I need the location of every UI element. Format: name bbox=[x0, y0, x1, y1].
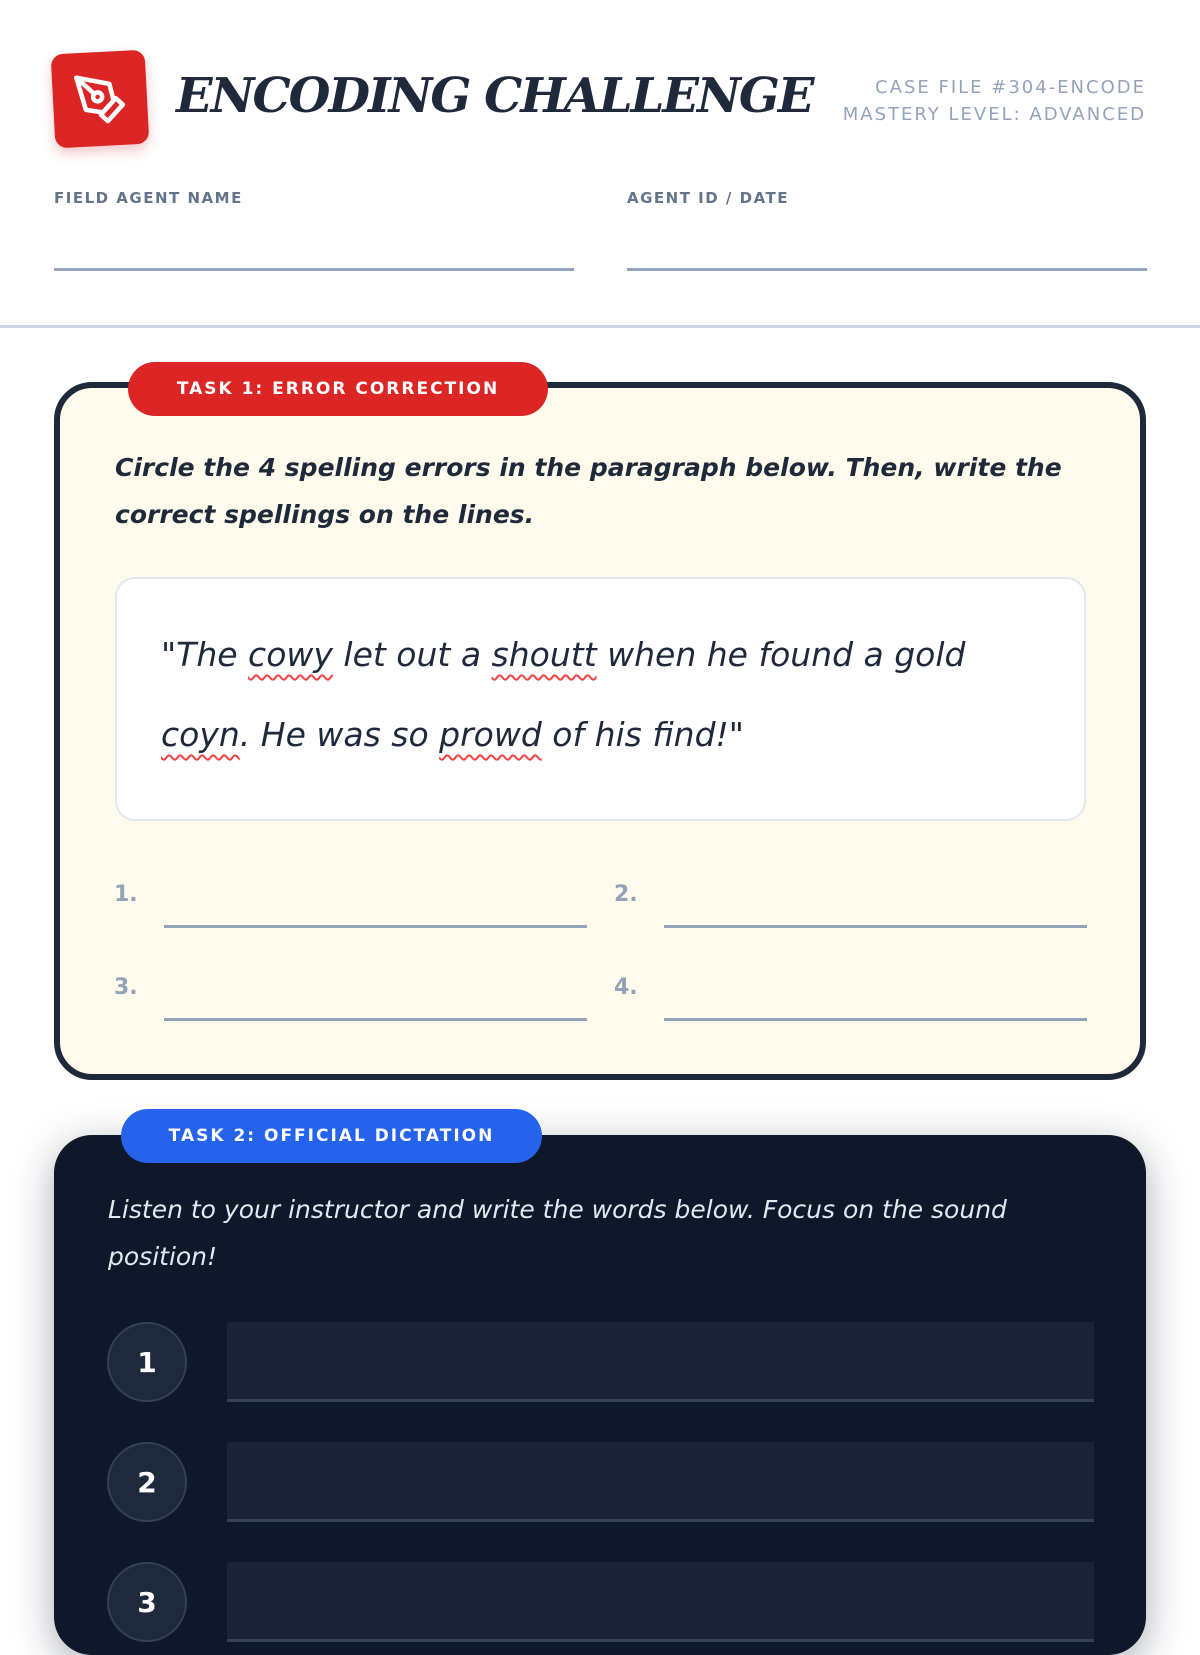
answer-number: 2. bbox=[614, 882, 638, 907]
error-paragraph bbox=[161, 615, 1051, 775]
answer-line-4[interactable] bbox=[664, 1018, 1087, 1021]
answer-number: 3. bbox=[114, 975, 138, 1000]
dictation-number: 2 bbox=[107, 1442, 187, 1522]
agent-id-date-label: AGENT ID / DATE bbox=[627, 189, 790, 207]
answer-line-2[interactable] bbox=[664, 925, 1087, 928]
paragraph-text: let out a bbox=[332, 635, 492, 674]
field-agent-name-line[interactable] bbox=[54, 268, 574, 271]
spelling-error-word[interactable]: coyn bbox=[161, 715, 240, 754]
paragraph-text: of his find!" bbox=[541, 715, 744, 754]
agent-id-date-line[interactable] bbox=[627, 268, 1147, 271]
field-agent-name-label: FIELD AGENT NAME bbox=[54, 189, 243, 207]
logo-badge bbox=[51, 50, 150, 149]
task1-instructions: Circle the 4 spelling errors in the paragraph below. Then, write the correct spellings on the lines. bbox=[115, 453, 1062, 529]
answer-number: 1. bbox=[114, 882, 138, 907]
answer-line-1[interactable] bbox=[164, 925, 587, 928]
dictation-input-1[interactable] bbox=[227, 1322, 1094, 1402]
paragraph-text: "The bbox=[161, 635, 249, 674]
paragraph-text: when he found a gold bbox=[596, 635, 966, 674]
dictation-number: 3 bbox=[107, 1562, 187, 1642]
spelling-error-word[interactable]: prowd bbox=[439, 715, 542, 754]
worksheet-header bbox=[0, 0, 1200, 328]
answer-line-3[interactable] bbox=[164, 1018, 587, 1021]
answer-number: 4. bbox=[614, 975, 638, 1000]
pen-nib-icon bbox=[72, 71, 129, 128]
task2-badge: TASK 2: OFFICIAL DICTATION bbox=[121, 1109, 542, 1163]
dictation-number: 1 bbox=[107, 1322, 187, 1402]
mastery-level: MASTERY LEVEL: ADVANCED bbox=[842, 104, 1146, 125]
task2-instructions: Listen to your instructor and write the words below. Focus on the sound position! bbox=[108, 1195, 1007, 1271]
page-title: ENCODING CHALLENGE bbox=[176, 68, 813, 124]
task1-badge: TASK 1: ERROR CORRECTION bbox=[128, 362, 548, 416]
case-file-number: CASE FILE #304-ENCODE bbox=[875, 77, 1146, 98]
spelling-error-word[interactable]: cowy bbox=[248, 635, 333, 674]
error-paragraph-box bbox=[115, 577, 1086, 821]
dictation-input-3[interactable] bbox=[227, 1562, 1094, 1642]
dictation-input-2[interactable] bbox=[227, 1442, 1094, 1522]
spelling-error-word[interactable]: shoutt bbox=[491, 635, 597, 674]
case-meta bbox=[843, 74, 1146, 128]
paragraph-text: . He was so bbox=[239, 715, 440, 754]
